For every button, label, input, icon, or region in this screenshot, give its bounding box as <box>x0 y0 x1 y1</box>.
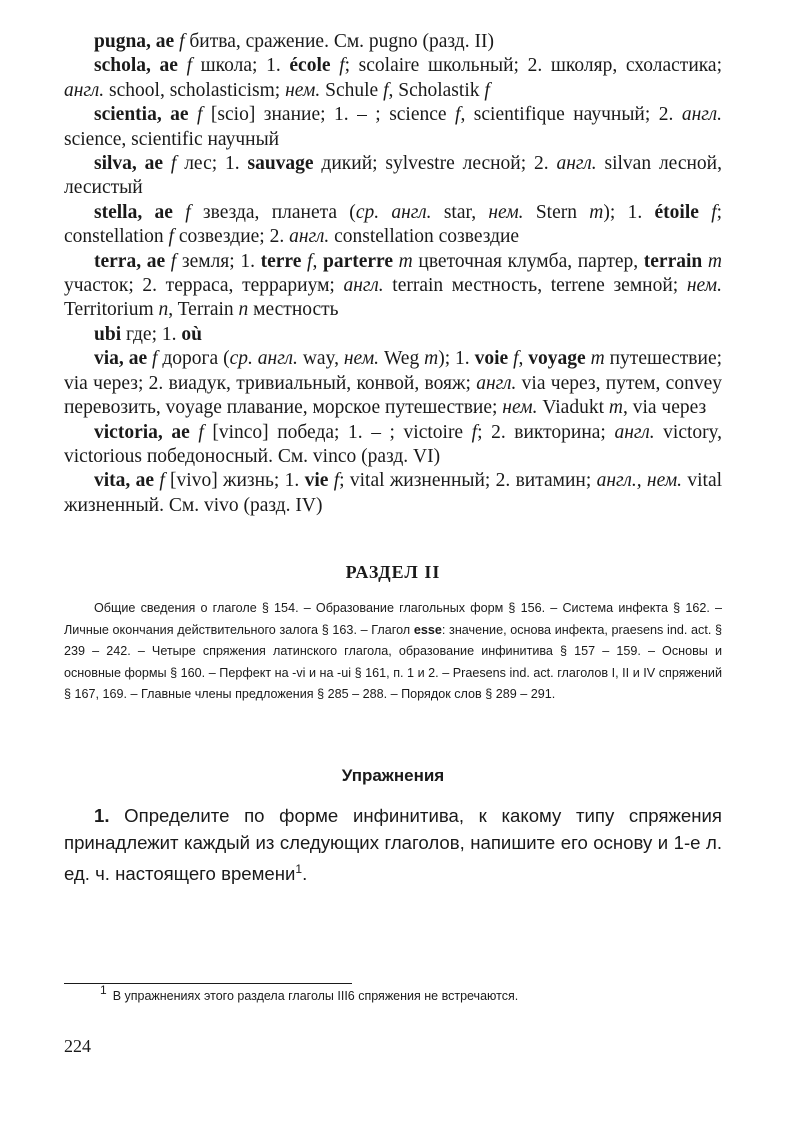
bold-run: vie <box>304 470 329 492</box>
bold-run: terre <box>260 250 302 272</box>
italic-run: n <box>238 299 249 321</box>
dictionary-entry <box>64 152 722 201</box>
bold-run: étoile <box>654 201 699 223</box>
italic-run: m <box>589 201 604 223</box>
dictionary-entry <box>64 30 722 54</box>
italic-run: нем. <box>686 275 723 297</box>
text-run: дикий; sylvestre лесной; 2. <box>313 153 557 175</box>
italic-run: нем. <box>502 397 538 419</box>
italic-run: f <box>168 226 174 248</box>
text-run: Stern <box>523 201 590 223</box>
text-run: лес; 1. <box>176 153 248 175</box>
entry-headword: terra, ae <box>94 250 166 272</box>
text-run: terrain местность, terrene земной; <box>383 275 687 297</box>
italic-run: f <box>170 153 177 175</box>
text-run: science, scientific научный <box>64 128 280 150</box>
text-run: , via через <box>622 397 707 419</box>
entry-headword: scientia, ae <box>94 104 189 126</box>
entry-headword: silva, ae <box>94 153 164 175</box>
italic-run: f <box>159 470 165 492</box>
dictionary-entry <box>64 103 722 152</box>
italic-run: ср. англ. <box>355 201 432 223</box>
text-run: [vivo] жизнь; 1. <box>164 470 305 492</box>
text-run: way, <box>297 348 344 370</box>
dictionary-entry <box>64 201 722 250</box>
italic-run: f <box>185 201 191 223</box>
text-run: school, scholasticism; <box>104 79 286 101</box>
entry-headword: via, ae <box>94 348 148 370</box>
text-run: constellation созвездие <box>329 226 520 248</box>
footnote <box>100 983 720 1006</box>
italic-run: англ. <box>289 226 330 248</box>
italic-run: f <box>383 79 389 101</box>
text-run: star, <box>431 201 489 223</box>
italic-run: англ. <box>614 421 655 443</box>
text-run: vital жизненный. См. vivo (разд. IV) <box>64 470 723 516</box>
italic-run: m <box>424 348 439 370</box>
italic-run: m <box>590 348 605 370</box>
italic-run: f <box>484 79 490 101</box>
italic-run: m <box>707 250 723 272</box>
italic-run: англ., нем. <box>596 470 683 492</box>
text-run: ; 2. викторина; <box>477 421 615 443</box>
italic-run: f <box>711 201 717 223</box>
italic-run: ср. англ. <box>229 348 298 370</box>
text-run: , Terrain <box>168 299 239 321</box>
text-run: victory, victorious победоносный. См. vinco (разд. VI) <box>64 421 723 467</box>
text-run: : значение, основа инфекта, praesens ind. act. § 239 – 242. – Четыре спряжения латинского глагола, образование инфинитива § 157 – 159. – Основы и основные формы § 160. – Перфект на -vi и на -ui § 161, п. 1 и 2. – Praesens ind. act. глаголов I, II и IV спряжений § 167, 169. – Главные члены предложения § 285 – 288. – Порядок слов § 289 – 291. <box>64 622 722 701</box>
italic-run: нем. <box>343 348 380 370</box>
bold-run: voie <box>474 348 509 370</box>
text-run: [scio] знание; 1. – ; science <box>202 104 456 126</box>
bold-run: école <box>289 55 331 77</box>
italic-run: f <box>513 348 519 370</box>
bold-run: voyage <box>528 348 586 370</box>
italic-run: f <box>339 55 345 77</box>
text-run: битва, сражение. См. pugno (разд. II) <box>184 31 494 52</box>
text-run: земля; 1. <box>176 250 261 272</box>
text-run: , Scholastik <box>388 79 485 101</box>
dictionary-entries <box>64 30 722 518</box>
text-run: , <box>518 348 529 370</box>
italic-run: f <box>307 250 313 272</box>
text-run: Territorium <box>64 299 159 321</box>
text-run: школа; 1. <box>192 55 290 77</box>
italic-run: f <box>152 348 158 370</box>
italic-run: нем. <box>488 201 524 223</box>
italic-run: нем. <box>285 79 321 101</box>
italic-run: англ. <box>476 372 517 394</box>
text-run: путешествие; via через; 2. виадук, тривиальный, конвой, вояж; <box>64 348 723 394</box>
bold-run: esse <box>413 622 442 637</box>
text-run: Weg <box>379 348 425 370</box>
text-run: звезда, планета ( <box>190 201 356 223</box>
dictionary-entry <box>64 54 722 103</box>
dictionary-entry <box>64 347 722 420</box>
exercise-task-1 <box>64 802 722 887</box>
dictionary-entry <box>64 469 722 518</box>
text-run: Общие сведения о глаголе § 154. – Образование глагольных форм § 156. – Система инфекта § 162. – Личные окончания действительного залога § 163. – Глагол <box>64 601 722 637</box>
italic-run: англ. <box>681 104 722 126</box>
section-title: РАЗДЕЛ II <box>345 562 441 582</box>
page-number: 224 <box>64 1036 91 1056</box>
text-run: ; scolaire школьный; 2. школяр, схоластика; <box>344 55 723 77</box>
text-run: ); 1. <box>438 348 475 370</box>
text-run: ; constellation <box>64 201 723 248</box>
italic-run: f <box>198 421 204 443</box>
italic-run: англ. <box>343 275 384 297</box>
section-summary <box>64 598 722 706</box>
text-run: цветочная клумба, партер, <box>412 250 644 272</box>
italic-run: f <box>170 250 177 272</box>
text-run: дорога ( <box>157 348 230 370</box>
text-run: [vinco] победа; 1. – ; victoire <box>203 421 472 443</box>
text-run: где; 1. <box>125 323 182 345</box>
entry-headword: stella, ae <box>94 201 173 223</box>
text-run: местность <box>248 299 339 321</box>
italic-run: f <box>455 104 461 126</box>
italic-run: n <box>158 299 169 321</box>
dictionary-entry <box>64 323 722 347</box>
entry-headword: schola, ae <box>94 55 178 77</box>
task-number: 1. <box>94 805 110 826</box>
footnote-text: В упражнениях этого раздела глаголы III6 спряжения не встречаются. <box>112 989 519 1003</box>
entry-headword: pugna, ae <box>94 31 175 52</box>
text-run: silvan лесной, лесистый <box>64 153 722 199</box>
italic-run: f <box>333 470 340 492</box>
text-run <box>699 202 711 223</box>
italic-run: m <box>398 250 413 272</box>
text-run: Viadukt <box>537 397 609 419</box>
bold-run: sauvage <box>247 153 314 175</box>
italic-run: m <box>608 397 623 419</box>
bold-run: parterre <box>322 250 393 272</box>
italic-run: f <box>179 31 185 52</box>
exercises-title: Упражнения <box>341 766 445 785</box>
dictionary-entry <box>64 421 722 470</box>
text-run: Schule <box>320 79 384 101</box>
text-run: ; vital жизненный; 2. витамин; <box>339 470 597 492</box>
task-text: Определите по форме инфинитива, к какому типу спряжения принадлежит каждый из следующих глаголов, напишите его основу и 1-е л. ед. ч. настоящего времени <box>64 805 722 885</box>
text-run <box>331 55 340 76</box>
footnote-divider <box>64 983 352 984</box>
bold-run: terrain <box>643 250 703 272</box>
task-end: . <box>302 863 308 885</box>
text-run: участок; 2. терраса, террариум; <box>64 275 344 297</box>
text-run: , <box>312 250 323 272</box>
text-run: созвездие; 2. <box>173 226 290 248</box>
entry-headword: victoria, ae <box>94 421 190 443</box>
text-run: , scientifique научный; 2. <box>460 104 682 126</box>
entry-headword: vita, ae <box>94 470 154 492</box>
footnote-reference: 1 <box>295 862 303 876</box>
text-run: ); 1. <box>603 201 655 223</box>
italic-run: f <box>186 55 193 77</box>
footnote-mark: 1 <box>100 983 107 997</box>
italic-run: f <box>471 421 478 443</box>
italic-run: англ. <box>556 153 597 175</box>
text-run: via через, путем, convey перевозить, voyage плавание, морское путешествие; <box>64 372 722 419</box>
entry-headword: ubi <box>94 323 122 345</box>
dictionary-entry <box>64 250 722 323</box>
italic-run: f <box>197 104 203 126</box>
bold-run: où <box>181 323 202 345</box>
italic-run: англ. <box>64 79 105 101</box>
